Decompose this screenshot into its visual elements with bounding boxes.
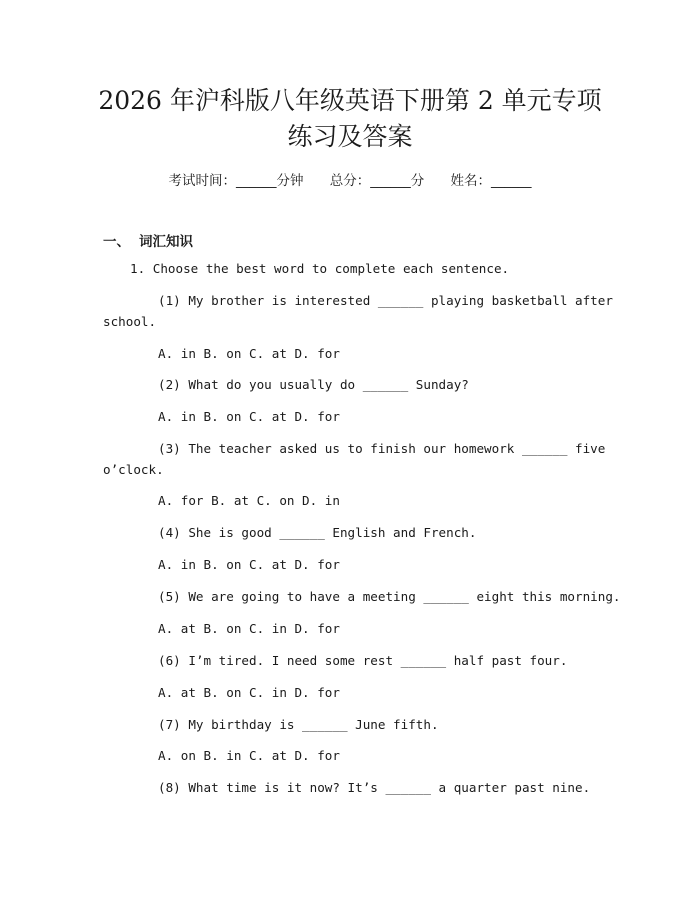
document-title-line-1: 2026 年沪科版八年级英语下册第 2 单元专项: [98, 86, 602, 115]
question-1-options: A. in B. on C. at D. for: [158, 346, 340, 361]
question-3-text-cont: o’clock.: [103, 462, 164, 477]
document-title-line-2: 练习及答案: [287, 122, 413, 151]
section-heading: [103, 230, 193, 250]
exam-score: 总分：______分: [329, 173, 425, 189]
question-7-options: A. on B. in C. at D. for: [158, 748, 340, 763]
question-8-text: (8) What time is it now? It’s ______ a quarter past nine.: [158, 780, 591, 795]
question-2-text: (2) What do you usually do ______ Sunday?: [158, 377, 469, 392]
question-6-text: (6) I’m tired. I need some rest ______ half past four.: [158, 653, 568, 668]
question-3-options: A. for B. at C. on D. in: [158, 493, 340, 508]
question-2-options: A. in B. on C. at D. for: [158, 409, 340, 424]
question-3-text: (3) The teacher asked us to finish our homework ______ five: [158, 441, 606, 456]
exam-name: 姓名：______: [450, 173, 532, 189]
question-5-text: (5) We are going to have a meeting ______ eight this morning.: [158, 589, 621, 604]
exam-time: 考试时间：______分钟: [168, 173, 304, 189]
question-5-options: A. at B. on C. in D. for: [158, 621, 340, 636]
section-title: 词汇知识: [139, 234, 193, 250]
question-7-text: (7) My birthday is ______ June fifth.: [158, 717, 439, 732]
exam-meta: [0, 169, 700, 189]
question-1-text: (1) My brother is interested ______ playing basketball after: [158, 293, 613, 308]
question-4-text: (4) She is good ______ English and French.: [158, 525, 477, 540]
section-number: 一、: [103, 234, 130, 250]
question-6-options: A. at B. on C. in D. for: [158, 685, 340, 700]
question-1-text-cont: school.: [103, 314, 157, 329]
question-4-options: A. in B. on C. at D. for: [158, 557, 340, 572]
instruction: 1. Choose the best word to complete each sentence.: [130, 261, 510, 276]
